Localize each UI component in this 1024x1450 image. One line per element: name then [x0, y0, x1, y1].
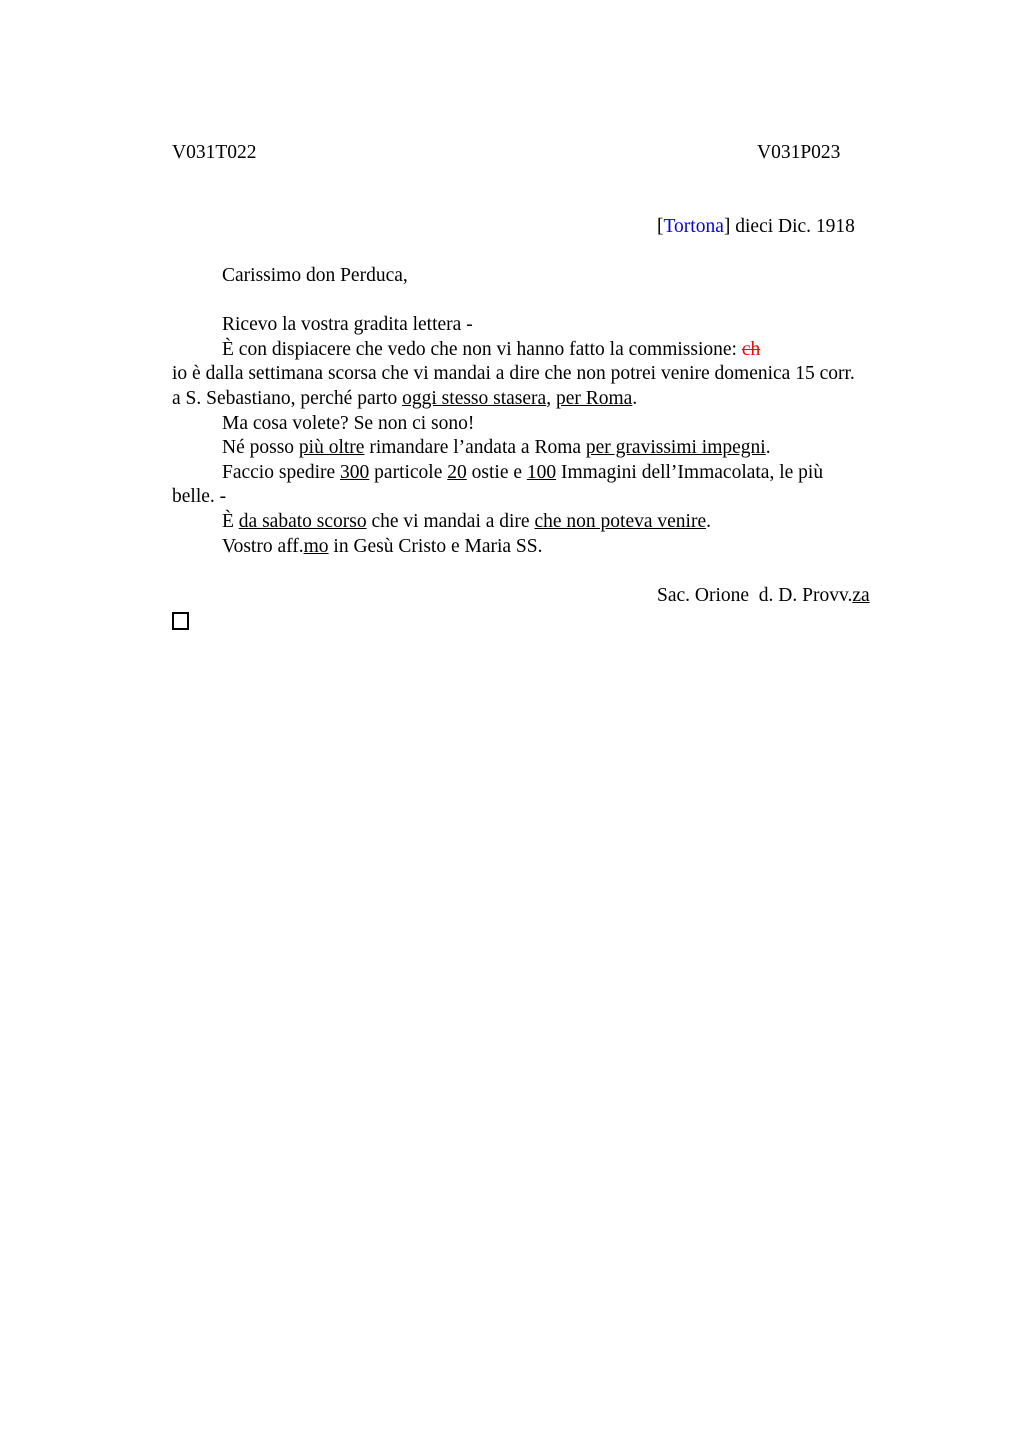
text-segment: in Gesù Cristo e Maria SS.	[328, 535, 543, 557]
header-row	[172, 141, 1024, 166]
text-segment: ,	[546, 387, 556, 409]
text-segment: che vi mandai a dire	[366, 510, 535, 532]
text-segment: Immagini dell’Immacolata, le più	[556, 461, 824, 483]
text-segment: che non poteva venire	[534, 510, 707, 532]
text-segment: per Roma	[555, 387, 633, 409]
text-segment: [	[657, 215, 664, 237]
text-segment: per gravissimi impegni	[585, 437, 766, 459]
text-segment: io è dalla settimana scorsa che vi mandai a dire che non potrei venire domenica 15 corr.	[172, 363, 855, 385]
text-segment: ] dieci Dic. 1918	[723, 215, 855, 237]
letter-line	[172, 387, 1024, 412]
text-segment: za	[852, 584, 870, 606]
place-name: Tortona	[663, 215, 724, 237]
letter-content	[172, 141, 1024, 633]
blank-line	[172, 289, 1024, 314]
text-segment: particole	[369, 461, 448, 483]
text-segment: .	[706, 510, 711, 532]
blank-line	[172, 239, 1024, 264]
deleted-text: ch	[741, 338, 761, 360]
text-segment: .	[632, 387, 638, 409]
text-segment: da sabato scorso	[238, 510, 367, 532]
text-segment: Ricevo la vostra gradita lettera -	[222, 314, 473, 336]
text-segment: mo	[303, 535, 329, 557]
letter-line	[172, 338, 1024, 363]
footer-mark-line	[172, 608, 1024, 633]
text-segment: ostie e	[466, 461, 527, 483]
empty-square-glyph	[172, 612, 189, 630]
letter-line	[172, 510, 1024, 535]
text-segment: È	[222, 510, 239, 532]
letter-line	[172, 362, 1024, 387]
blank-line	[172, 559, 1024, 584]
text-segment: Ma cosa volete? Se non ci sono!	[222, 412, 475, 434]
text-segment: più oltre	[298, 437, 365, 459]
text-segment: Carissimo don Perduca,	[222, 264, 408, 286]
text-segment: belle. -	[172, 486, 227, 508]
letter-line	[172, 412, 1024, 437]
dateline	[657, 215, 1024, 240]
letter-line	[172, 485, 1024, 510]
letter-line	[172, 535, 1024, 560]
text-segment: .	[765, 437, 771, 459]
signature-line	[657, 584, 1024, 609]
text-segment: 300	[340, 461, 370, 483]
text-segment: Faccio spedire	[222, 461, 341, 483]
text-segment: Né posso	[222, 437, 299, 459]
blank-line	[172, 166, 1024, 191]
text-segment: 20	[447, 461, 467, 483]
doc-code-left: V031T022	[172, 142, 257, 163]
text-segment: Sac. Orione d. D. Provv.	[657, 584, 853, 606]
text-segment: 100	[526, 461, 557, 483]
text-segment: rimandare l’andata a Roma	[364, 437, 586, 459]
letter-line	[172, 461, 1024, 486]
letter-line	[172, 313, 1024, 338]
text-segment: Vostro aff.	[222, 535, 304, 557]
blank-line	[172, 190, 1024, 215]
text-segment: È con dispiacere che vedo che non vi hanno fatto la commissione:	[222, 338, 742, 360]
doc-code-right: V031P023	[757, 142, 841, 163]
salutation-line	[172, 264, 1024, 289]
text-segment: a S. Sebastiano, perché parto	[172, 387, 403, 409]
text-segment: oggi stesso stasera	[402, 387, 547, 409]
letter-line	[172, 436, 1024, 461]
